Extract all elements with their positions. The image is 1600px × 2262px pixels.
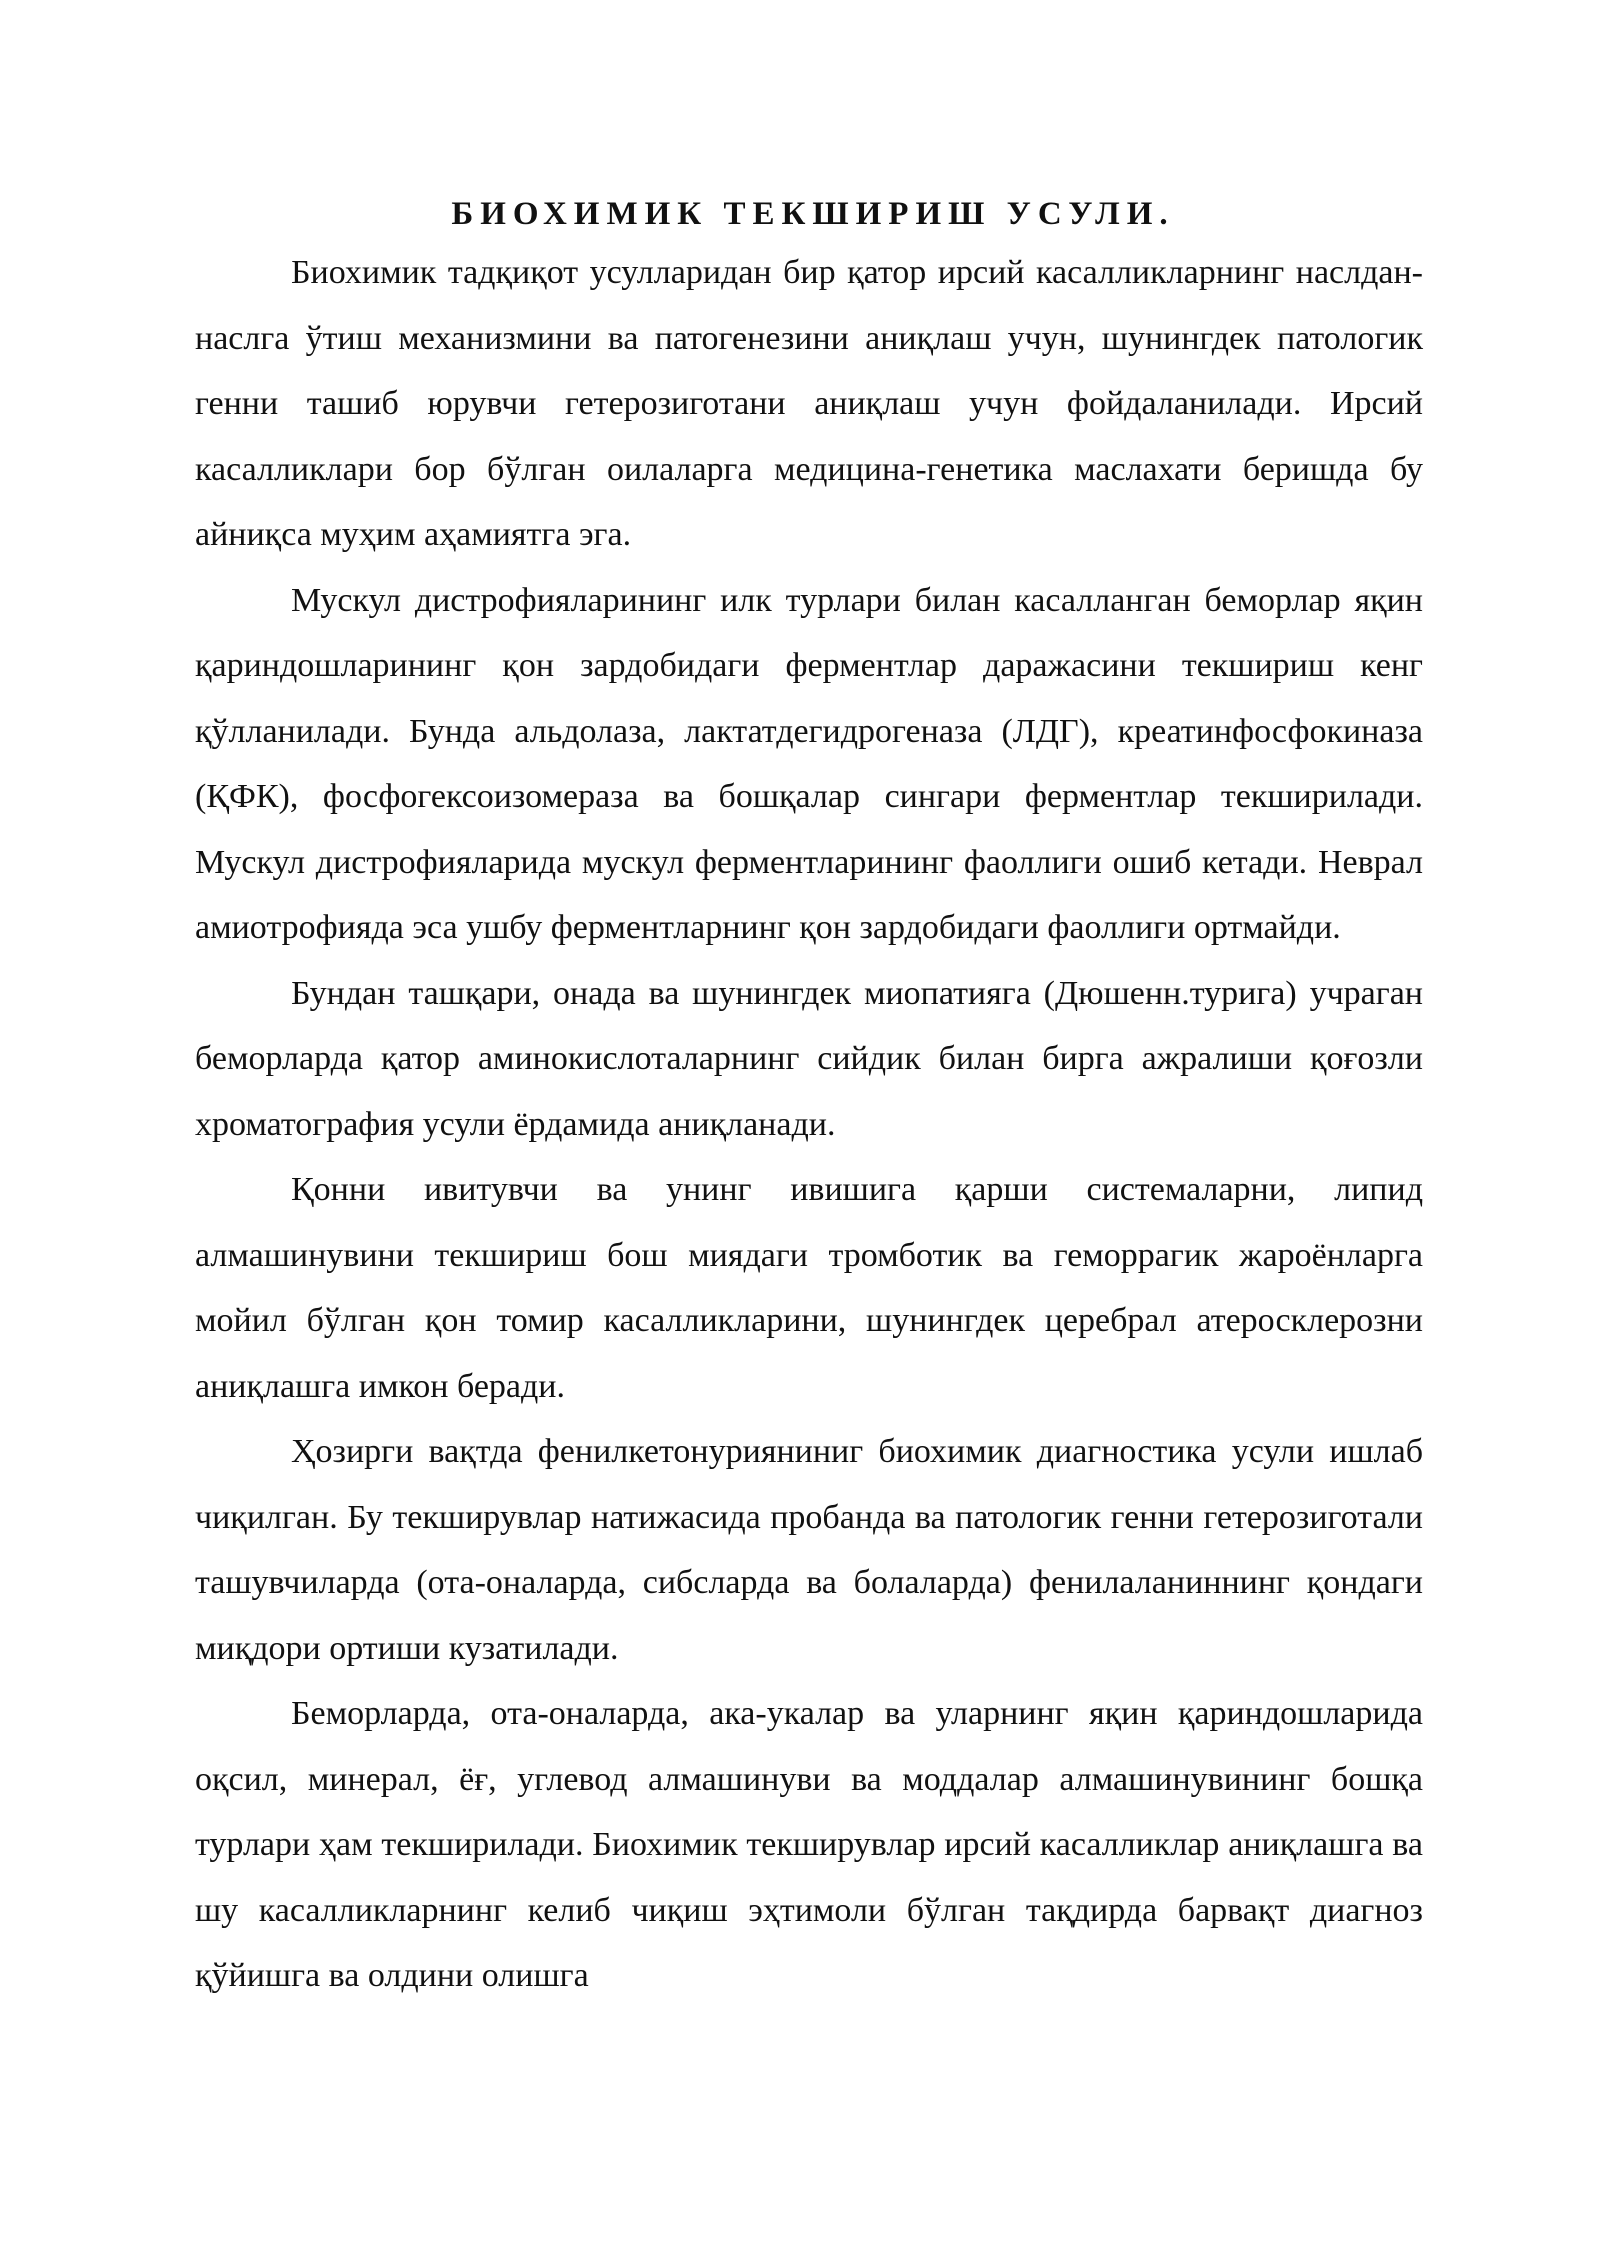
document-title: БИОХИМИК ТЕКШИРИШ УСУЛИ. (451, 196, 1175, 232)
document-body (195, 188, 1423, 2009)
paragraph-coagulation: Қонни ивитувчи ва унинг ивишига қарши системаларни, липид алмашинувини текшириш бош миядаги тромботик ва геморрагик жароёнларга мойил бўлган қон томир касалликларини, шунингдек церебрал атеросклерозни аниқлашга имкон беради. (195, 1171, 1423, 1405)
paragraph-metabolism: Беморларда, ота-оналарда, ака-укалар ва уларнинг яқин қариндошларида оқсил, минерал, ёғ, углевод алмашинуви ва моддалар алмашинувининг бошқа турлари ҳам текширилади. Биохимик текширувлар ирсий касалликлар аниқлашга ва шу касалликларнинг келиб чиқиш эҳтимоли бўлган тақдирда барвақт диагноз қўйишга ва олдини олишга (195, 1695, 1423, 1994)
paragraph-phenylketonuria: Ҳозирги вақтда фенилкетонурияниниг биохимик диагностика усули ишлаб чиқилган. Бу текширувлар натижасида пробанда ва патологик генни гетерозиготали ташувчиларда (ота-оналарда, сибсларда ва болаларда) фенилаланиннинг қондаги миқдори ортиши кузатилади. (195, 1433, 1423, 1667)
paragraph-amino-acids: Бундан ташқари, онада ва шунингдек миопатияга (Дюшенн.турига) учраган беморларда қатор аминокислоталарнинг сийдик билан бирга ажралиши қоғозли хроматография усули ёрдамида аниқланади. (195, 974, 1423, 1143)
paragraph-muscle-dystrophy: Мускул дистрофияларининг илк турлари билан касалланган беморлар яқин қариндошларининг қон зардобидаги ферментлар даражасини текшириш кенг қўлланилади. Бунда альдолаза, лактатдегидрогеназа (ЛДГ), креатинфосфокиназа (ҚФК), фосфогексоизомераза ва бошқалар сингари ферментлар текширилади. Мускул дистрофияларида мускул ферментларининг фаоллиги ошиб кетади. Неврал амиотрофияда эса ушбу ферментларнинг қон зардобидаги фаоллиги ортмайди. (195, 581, 1423, 946)
paragraph-intro: Биохимик тадқиқот усулларидан бир қатор ирсий касалликларнинг наслдан-наслга ўтиш механизмини ва патогенезини аниқлаш учун, шунингдек патологик генни ташиб юрувчи гетерозиготани аниқлаш учун фойдаланилади. Ирсий касалликлари бор бўлган оилаларга медицина-генетика маслахати беришда бу айниқса муҳим аҳамиятга эга. (195, 254, 1423, 553)
